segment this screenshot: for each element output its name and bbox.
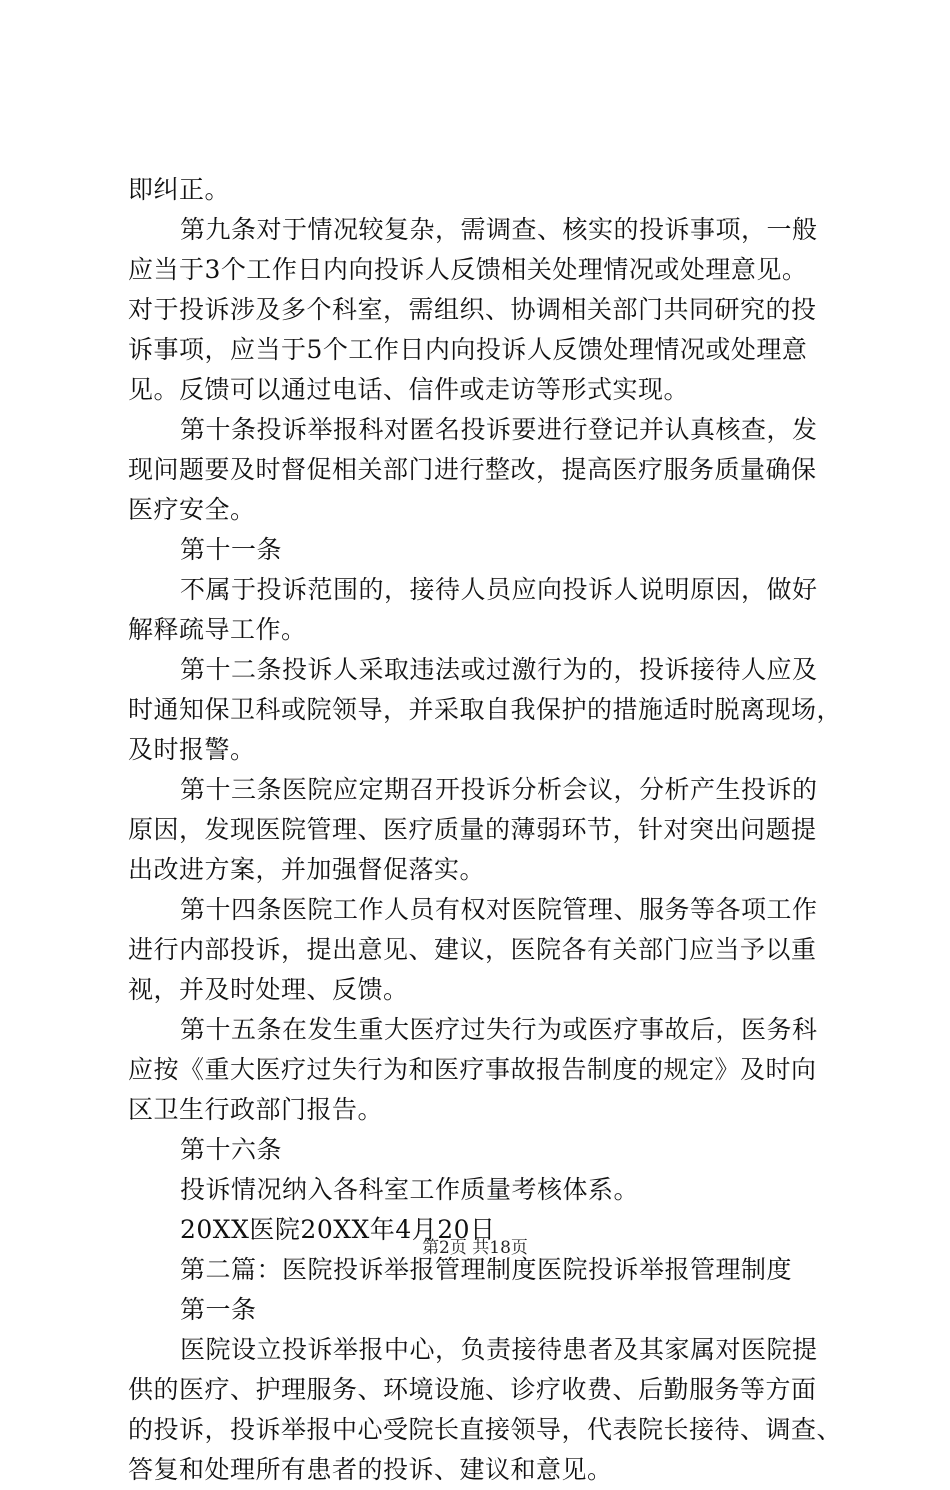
text-line: 进行内部投诉，提出意见、建议，医院各有关部门应当予以重 — [128, 935, 817, 964]
text-line: 第九条对于情况较复杂，需调查、核实的投诉事项，一般 — [180, 215, 818, 244]
text-line: 出改进方案，并加强督促落实。 — [128, 855, 486, 884]
document-body — [128, 170, 843, 1490]
text-line: 及时报警。 — [128, 735, 256, 764]
text-line: 原因，发现医院管理、医疗质量的薄弱环节，针对突出问题提 — [128, 815, 817, 844]
text-line: 第十三条医院应定期召开投诉分析会议，分析产生投诉的 — [180, 775, 818, 804]
text-line: 第十一条 — [180, 535, 283, 564]
text-line: 应按《重大医疗过失行为和医疗事故报告制度的规定》及时向 — [128, 1055, 817, 1084]
text-line: 20XX医院20XX年4月20日 — [180, 1215, 496, 1244]
text-line: 诉事项，应当于5个工作日内向投诉人反馈处理情况或处理意 — [128, 335, 808, 364]
text-line: 解释疏导工作。 — [128, 615, 307, 644]
text-line: 第一条 — [180, 1295, 257, 1324]
text-line: 第十六条 — [180, 1135, 283, 1164]
text-line: 视，并及时处理、反馈。 — [128, 975, 409, 1004]
text-line: 第十四条医院工作人员有权对医院管理、服务等各项工作 — [180, 895, 818, 924]
page-number: 第2页 共18页 — [422, 1238, 528, 1258]
text-line: 时通知保卫科或院领导，并采取自我保护的措施适时脱离现场， — [128, 695, 843, 724]
text-line: 区卫生行政部门报告。 — [128, 1095, 384, 1124]
text-line: 即纠正。 — [128, 175, 231, 204]
text-line: 投诉情况纳入各科室工作质量考核体系。 — [180, 1175, 640, 1204]
text-line: 现问题要及时督促相关部门进行整改，提高医疗服务质量确保 — [128, 455, 817, 484]
text-line: 不属于投诉范围的，接待人员应向投诉人说明原因，做好 — [180, 575, 818, 604]
text-line: 应当于3个工作日内向投诉人反馈相关处理情况或处理意见。 — [128, 255, 808, 284]
text-line: 对于投诉涉及多个科室，需组织、协调相关部门共同研究的投 — [128, 295, 817, 324]
text-line: 医院设立投诉举报中心，负责接待患者及其家属对医院提 — [180, 1335, 818, 1364]
text-line: 的投诉，投诉举报中心受院长直接领导，代表院长接待、调查、 — [128, 1415, 843, 1444]
text-line: 供的医疗、护理服务、环境设施、诊疗收费、后勤服务等方面 — [128, 1375, 817, 1404]
text-line: 见。反馈可以通过电话、信件或走访等形式实现。 — [128, 375, 690, 404]
text-line: 第十五条在发生重大医疗过失行为或医疗事故后，医务科 — [180, 1015, 818, 1044]
section-heading: 第二篇：医院投诉举报管理制度医院投诉举报管理制度 — [180, 1255, 793, 1284]
text-line: 答复和处理所有患者的投诉、建议和意见。 — [128, 1455, 613, 1484]
text-line: 第十二条投诉人采取违法或过激行为的，投诉接待人应及 — [180, 655, 818, 684]
text-line: 第十条投诉举报科对匿名投诉要进行登记并认真核查，发 — [180, 415, 818, 444]
text-line: 医疗安全。 — [128, 495, 256, 524]
